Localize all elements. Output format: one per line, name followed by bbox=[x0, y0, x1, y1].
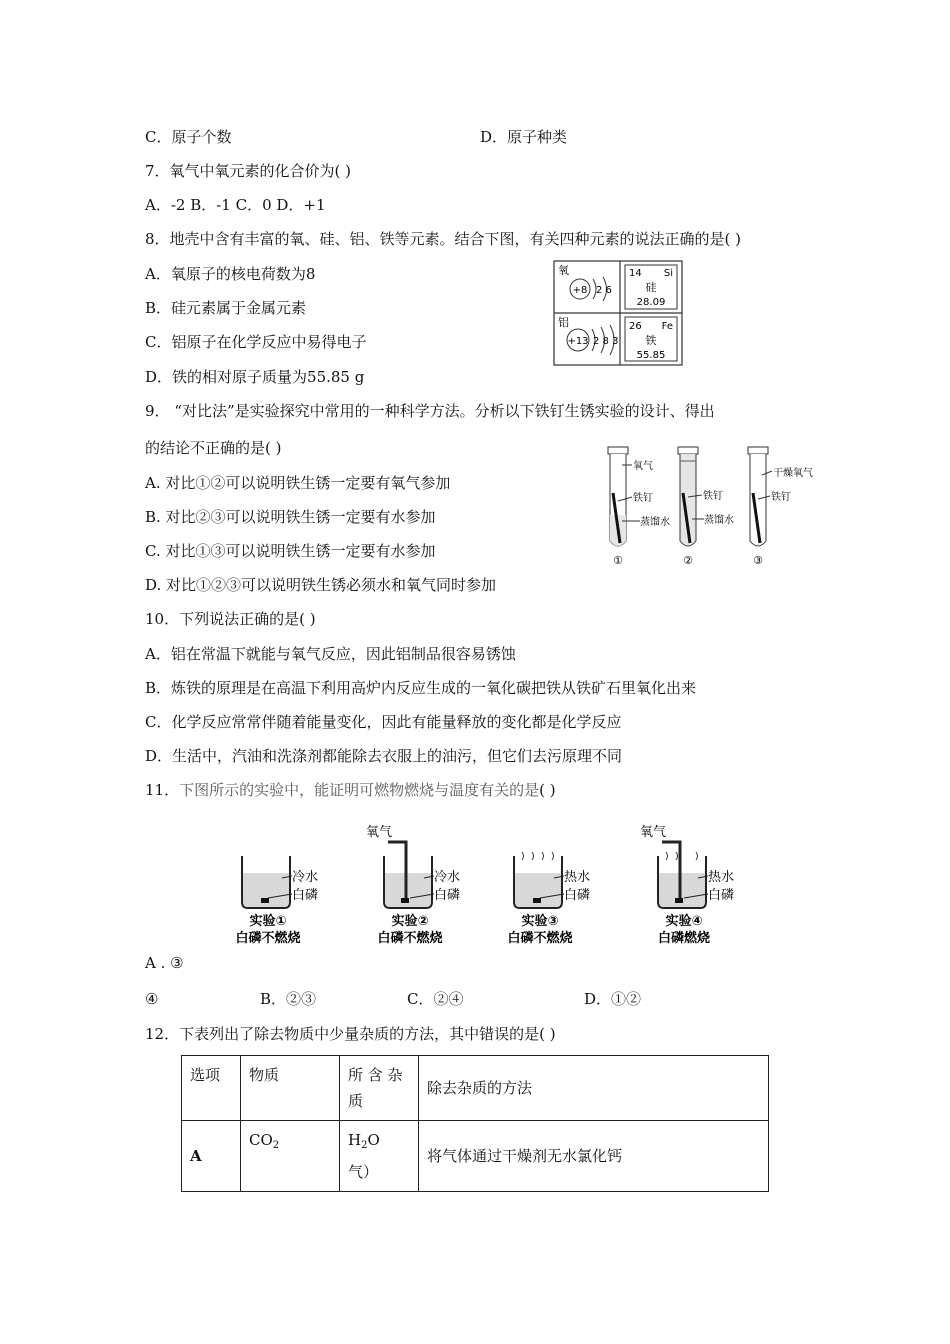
b2-gas: 氧气 bbox=[366, 825, 393, 840]
header-impurity bbox=[340, 1056, 419, 1121]
b2-water: 冷水 bbox=[434, 870, 461, 885]
beaker-3 bbox=[507, 852, 590, 946]
b1-water: 冷水 bbox=[292, 870, 319, 885]
al-shells: 2 8 3 bbox=[593, 336, 619, 347]
q9-stem-line2: 的结论不正确的是( ) bbox=[145, 439, 282, 457]
o-nucleus: +8 bbox=[572, 285, 588, 296]
q11-option-b: B．②③ bbox=[260, 990, 317, 1008]
q11-beaker-figure bbox=[230, 818, 770, 948]
q9-option-c: C. 对比①③可以说明铁生锈一定要有水参加 bbox=[145, 542, 436, 560]
q11-option-a-line2: ④ bbox=[145, 990, 159, 1008]
header-option: 选项 bbox=[182, 1056, 241, 1121]
table-row bbox=[182, 1121, 769, 1192]
row-a-option: A bbox=[182, 1121, 241, 1192]
q10-stem: 10．下列说法正确的是( ) bbox=[145, 610, 316, 628]
q12-table bbox=[181, 1055, 769, 1192]
q9-option-d: D. 对比①②③可以说明铁生锈必须水和氧气同时参加 bbox=[145, 576, 497, 594]
tube1-number: ① bbox=[613, 554, 623, 567]
q10-option-c: C．化学反应常常伴随着能量变化，因此有能量释放的变化都是化学反应 bbox=[145, 713, 622, 731]
beaker-1 bbox=[235, 856, 318, 946]
b2-result: 白磷不燃烧 bbox=[377, 931, 443, 946]
tube1-gas-label: 氧气 bbox=[633, 461, 653, 472]
q8-option-c: C．铝原子在化学反应中易得电子 bbox=[145, 333, 367, 351]
row-a-impurity-line2: 气） bbox=[348, 1163, 379, 1181]
header-impurity-line2: 质 bbox=[348, 1092, 364, 1110]
b3-result: 白磷不燃烧 bbox=[507, 931, 573, 946]
tube3-nail-label: 铁钉 bbox=[771, 492, 791, 503]
table-header-row bbox=[182, 1056, 769, 1121]
q7-stem: 7．氧气中氧元素的化合价为( ) bbox=[145, 162, 352, 180]
q6-option-d: D．原子种类 bbox=[480, 128, 568, 146]
o-label: 氧 bbox=[558, 264, 569, 277]
tube3-number: ③ bbox=[753, 554, 763, 567]
row-a-substance bbox=[241, 1121, 340, 1192]
tube2-water-label: 蒸馏水 bbox=[704, 515, 734, 526]
q11-option-d: D．①② bbox=[584, 990, 642, 1008]
b3-title: 实验③ bbox=[521, 914, 559, 929]
q11-paren: ( ) bbox=[539, 781, 556, 799]
q10-option-b: B．炼铁的原理是在高温下利用高炉内反应生成的一氧化碳把铁从铁矿石里氧化出来 bbox=[145, 679, 697, 697]
q9-option-b: B. 对比②③可以说明铁生锈一定要有水参加 bbox=[145, 508, 436, 526]
q9-rust-figure bbox=[600, 443, 825, 568]
o-shells: 2 6 bbox=[596, 285, 612, 296]
fe-mass: 55.85 bbox=[636, 350, 666, 361]
si-mass: 28.09 bbox=[636, 297, 666, 308]
q11-text: 下图所示的实验中，能证明可燃物燃烧与温度有关的是 bbox=[179, 781, 540, 799]
b2-phosphorus: 白磷 bbox=[434, 888, 461, 903]
row-a-impurity-o: O bbox=[367, 1131, 380, 1149]
tube1-nail-label: 铁钉 bbox=[633, 493, 653, 504]
b4-result: 白磷燃烧 bbox=[657, 931, 711, 946]
row-a-substance-main: CO bbox=[249, 1131, 273, 1149]
b4-title: 实验④ bbox=[665, 914, 703, 929]
q7-options: A．-2 B．-1 C．0 D．+1 bbox=[145, 196, 326, 214]
fe-number: 26 bbox=[629, 321, 642, 332]
q8-stem: 8．地壳中含有丰富的氧、硅、铝、铁等元素。结合下图，有关四种元素的说法正确的是( ) bbox=[145, 230, 742, 248]
b4-water: 热水 bbox=[708, 870, 735, 885]
tube1-water-label: 蒸馏水 bbox=[640, 517, 670, 528]
q8-option-b: B．硅元素属于金属元素 bbox=[145, 299, 307, 317]
tube2-number: ② bbox=[683, 554, 693, 567]
b4-phosphorus: 白磷 bbox=[708, 888, 735, 903]
row-a-impurity bbox=[340, 1121, 419, 1192]
b1-result: 白磷不燃烧 bbox=[235, 931, 301, 946]
b4-steam bbox=[666, 852, 698, 860]
row-a-impurity-h: H bbox=[348, 1131, 362, 1149]
b2-title: 实验② bbox=[391, 914, 429, 929]
si-symbol: Si bbox=[663, 268, 673, 279]
al-nucleus: +13 bbox=[567, 336, 589, 347]
q11-number: 11． bbox=[145, 781, 180, 799]
q8-option-d: D．铁的相对原子质量为55.85 g bbox=[145, 368, 365, 386]
fe-symbol: Fe bbox=[661, 321, 673, 332]
q8-option-a: A．氧原子的核电荷数为8 bbox=[145, 265, 316, 283]
b3-water: 热水 bbox=[564, 870, 591, 885]
q6-option-c: C．原子个数 bbox=[145, 128, 232, 146]
tube2-stopper bbox=[678, 447, 698, 454]
b4-gas: 氧气 bbox=[640, 825, 667, 840]
tube3-stopper bbox=[748, 447, 768, 454]
q12-stem: 12．下表列出了除去物质中少量杂质的方法，其中错误的是( ) bbox=[145, 1025, 556, 1043]
q8-element-figure bbox=[553, 260, 683, 366]
header-impurity-line1: 所 含 杂 bbox=[348, 1066, 403, 1084]
si-name: 硅 bbox=[645, 281, 657, 294]
beaker-2 bbox=[366, 825, 460, 946]
q11-option-c: C．②④ bbox=[407, 990, 464, 1008]
row-a-impurity-sub: 2 bbox=[361, 1140, 368, 1151]
fe-name: 铁 bbox=[645, 334, 657, 347]
q11-stem bbox=[145, 780, 556, 800]
si-number: 14 bbox=[629, 268, 642, 279]
q10-option-a: A．铝在常温下就能与氧气反应，因此铝制品很容易锈蚀 bbox=[145, 645, 516, 663]
header-method: 除去杂质的方法 bbox=[419, 1056, 769, 1121]
tube3-gas-label: 干燥氧气 bbox=[773, 468, 813, 479]
tube2-nail-label: 铁钉 bbox=[703, 491, 723, 502]
q11-option-a-line1: A . ③ bbox=[145, 954, 184, 972]
q9-stem-line1: 9． “对比法”是实验探究中常用的一种科学方法。分析以下铁钉生锈实验的设计、得出 bbox=[145, 402, 715, 420]
q9-option-a: A. 对比①②可以说明铁生锈一定要有氧气参加 bbox=[145, 474, 451, 492]
b3-steam bbox=[522, 852, 554, 860]
b1-phosphorus: 白磷 bbox=[292, 888, 319, 903]
b1-title: 实验① bbox=[249, 914, 287, 929]
tube1-stopper bbox=[608, 447, 628, 454]
al-label: 铝 bbox=[558, 316, 569, 329]
b3-phosphorus: 白磷 bbox=[564, 888, 591, 903]
header-substance: 物质 bbox=[241, 1056, 340, 1121]
row-a-substance-sub: 2 bbox=[272, 1140, 280, 1151]
q10-option-d: D．生活中，汽油和洗涤剂都能除去衣服上的油污，但它们去污原理不同 bbox=[145, 747, 623, 765]
row-a-method: 将气体通过干燥剂无水氯化钙 bbox=[419, 1121, 769, 1192]
beaker-4 bbox=[640, 825, 734, 946]
